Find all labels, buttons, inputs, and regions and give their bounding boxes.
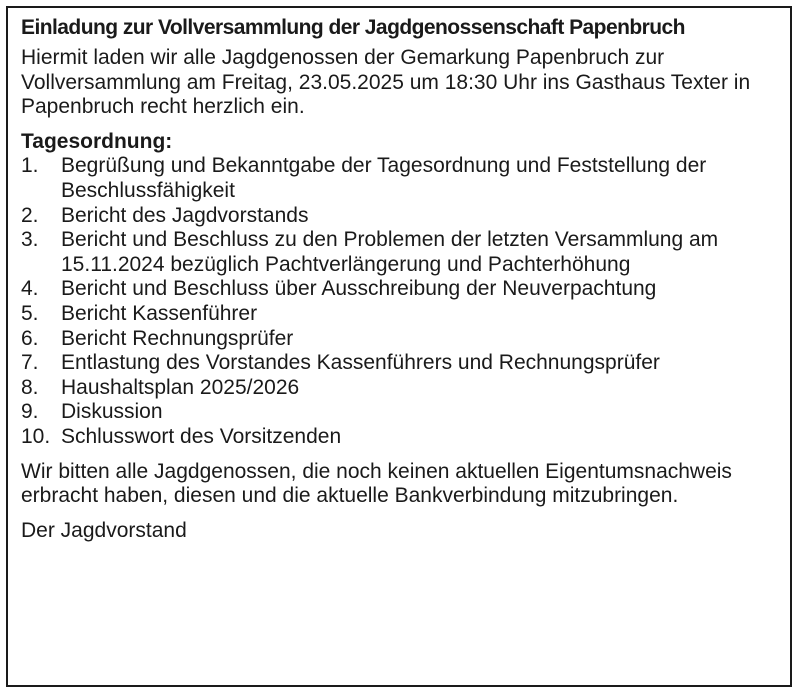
agenda-item-number: 10. [21, 424, 51, 448]
agenda-item-10 [21, 425, 778, 450]
agenda-item-number: 2. [21, 203, 39, 227]
agenda-item-text: Bericht und Beschluss über Ausschreibung der Neuverpachtung [61, 277, 657, 301]
agenda-item-text: Haushaltsplan 2025/2026 [61, 375, 300, 399]
agenda-item-3 [21, 228, 778, 277]
closing-paragraph: Wir bitten alle Jagdgenossen, die noch keinen aktuellen Eigentumsnachweis erbracht haben, diesen und die aktuelle Bankverbindung mitzubringen. [21, 459, 732, 508]
agenda-item-text: Bericht des Jagdvorstands [61, 203, 309, 227]
intro-paragraph: Hiermit laden wir alle Jagdgenossen der Gemarkung Papenbruch zur Vollversammlung am Freitag, 23.05.2025 um 18:30 Uhr ins Gasthaus Texter in Papenbruch recht herzlich ein. [21, 46, 751, 119]
agenda-item-number: 8. [21, 375, 39, 399]
agenda-list [21, 154, 778, 449]
agenda-item-text: Schlusswort des Vorsitzenden [61, 424, 342, 448]
signature: Der Jagdvorstand [21, 518, 187, 542]
agenda-item-number: 4. [21, 277, 39, 301]
agenda-item-text: Bericht Kassenführer [61, 301, 258, 325]
announcement-title: Einladung zur Vollversammlung der Jagdgenossenschaft Papenbruch [21, 16, 685, 39]
announcement-box [6, 6, 792, 687]
agenda-item-6 [21, 327, 778, 352]
agenda-item-number: 6. [21, 326, 39, 350]
agenda-item-number: 5. [21, 301, 39, 325]
agenda-heading: Tagesordnung: [21, 129, 173, 153]
agenda-item-1 [21, 154, 778, 203]
agenda-item-number: 7. [21, 351, 39, 375]
agenda-item-4 [21, 277, 778, 302]
agenda-item-text: Bericht und Beschluss zu den Problemen der letzten Versammlung am 15.11.2024 bezüglich Pachtverlängerung und Pachterhöhung [61, 228, 719, 276]
agenda-item-text: Entlastung des Vorstandes Kassenführers und Rechnungsprüfer [61, 351, 660, 375]
agenda-item-number: 3. [21, 228, 39, 252]
agenda-item-text: Bericht Rechnungsprüfer [61, 326, 294, 350]
agenda-item-5 [21, 302, 778, 327]
agenda-item-text: Diskussion [61, 400, 163, 424]
agenda-item-text: Begrüßung und Bekanntgabe der Tagesordnung und Feststellung der Beschlussfähigkeit [61, 154, 707, 202]
agenda-item-2 [21, 204, 778, 229]
agenda-item-number: 1. [21, 154, 39, 178]
agenda-item-8 [21, 376, 778, 401]
agenda-item-7 [21, 351, 778, 376]
agenda-item-number: 9. [21, 400, 39, 424]
agenda-item-9 [21, 400, 778, 425]
